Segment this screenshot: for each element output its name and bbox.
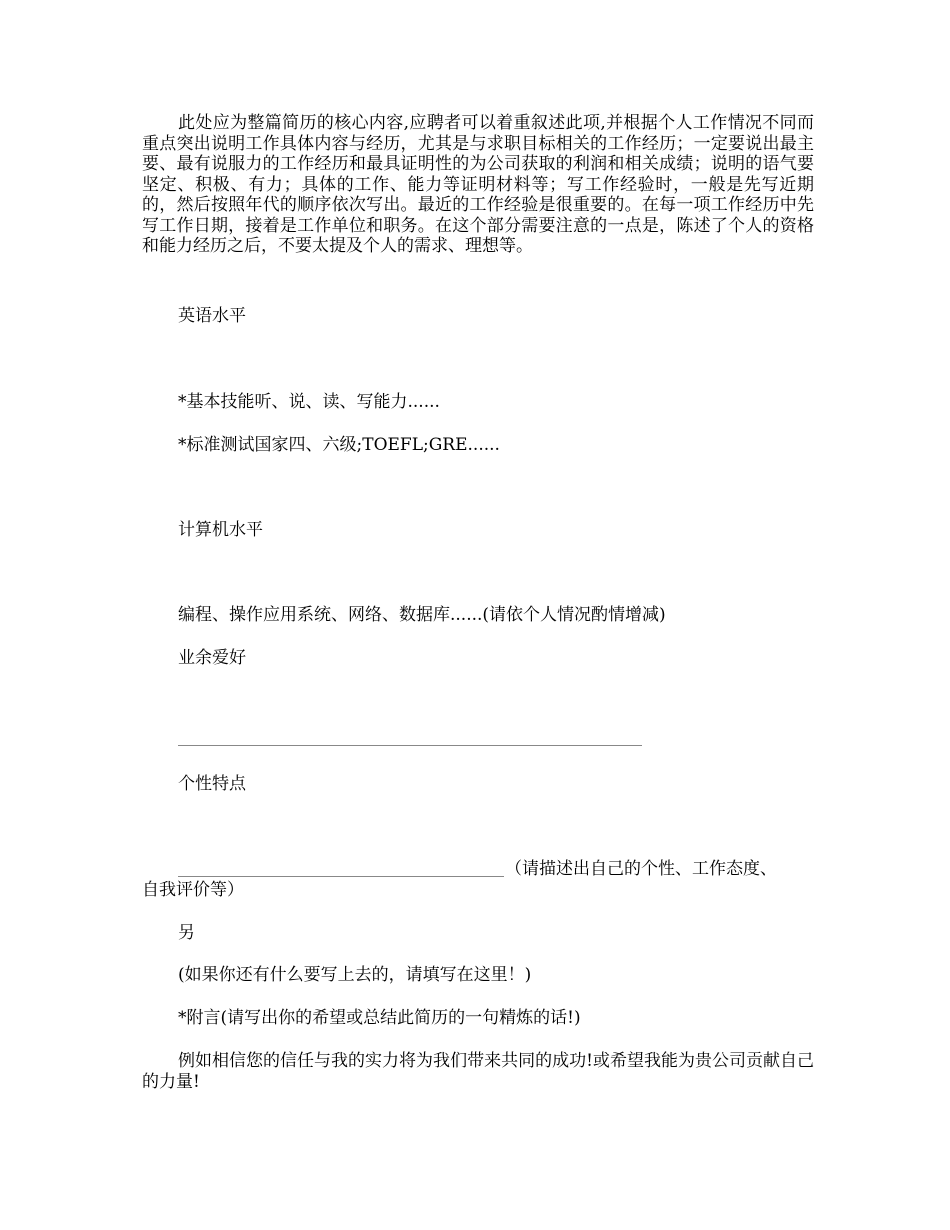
computer-heading: 计算机水平: [178, 520, 263, 540]
other-note: (如果你还有什么要写上去的，请填写在这里！): [178, 965, 532, 985]
postscript-heading: *附言(请写出你的希望或总结此简历的一句精炼的话!): [178, 1008, 581, 1028]
postscript-example: 例如相信您的信任与我的实力将为我们带来共同的成功!或希望我能为贵公司贡献自己的力量!: [142, 1051, 814, 1092]
intro-paragraph: 此处应为整篇简历的核心内容,应聘者可以着重叙述此项,并根据个人工作情况不同而重点突出说明工作具体内容与经历，尤其是与求职目标相关的工作经历；一定要说出最主要、最有说服力的工作经历和最具证明性的为公司获取的利润和相关成绩；说明的语气要坚定、积极、有力；具体的工作、能力等证明材料等；写工作经验时，一般是先写近期的，然后按照年代的顺序依次写出。最近的工作经验是很重要的。在每一项工作经历中先写工作日期，接着是工作单位和职务。在这个部分需要注意的一点是，陈述了个人的资格和能力经历之后，不要太提及个人的需求、理想等。: [142, 113, 814, 256]
personality-note-line1: （请描述出自己的个性、工作态度、: [505, 859, 777, 879]
hobbies-fill-line: [178, 745, 642, 746]
english-basic-skills: *基本技能听、说、读、写能力......: [178, 392, 440, 412]
personality-note-line2: 自我评价等）: [142, 880, 244, 900]
other-heading: 另: [178, 923, 195, 943]
personality-fill-line: [178, 876, 504, 877]
english-heading: 英语水平: [178, 306, 246, 326]
computer-detail: 编程、操作应用系统、网络、数据库......(请依个人情况酌情增减): [178, 605, 666, 625]
english-standard-tests: *标准测试国家四、六级;TOEFL;GRE......: [178, 435, 500, 455]
hobbies-heading: 业余爱好: [178, 648, 246, 668]
personality-heading: 个性特点: [178, 774, 246, 794]
